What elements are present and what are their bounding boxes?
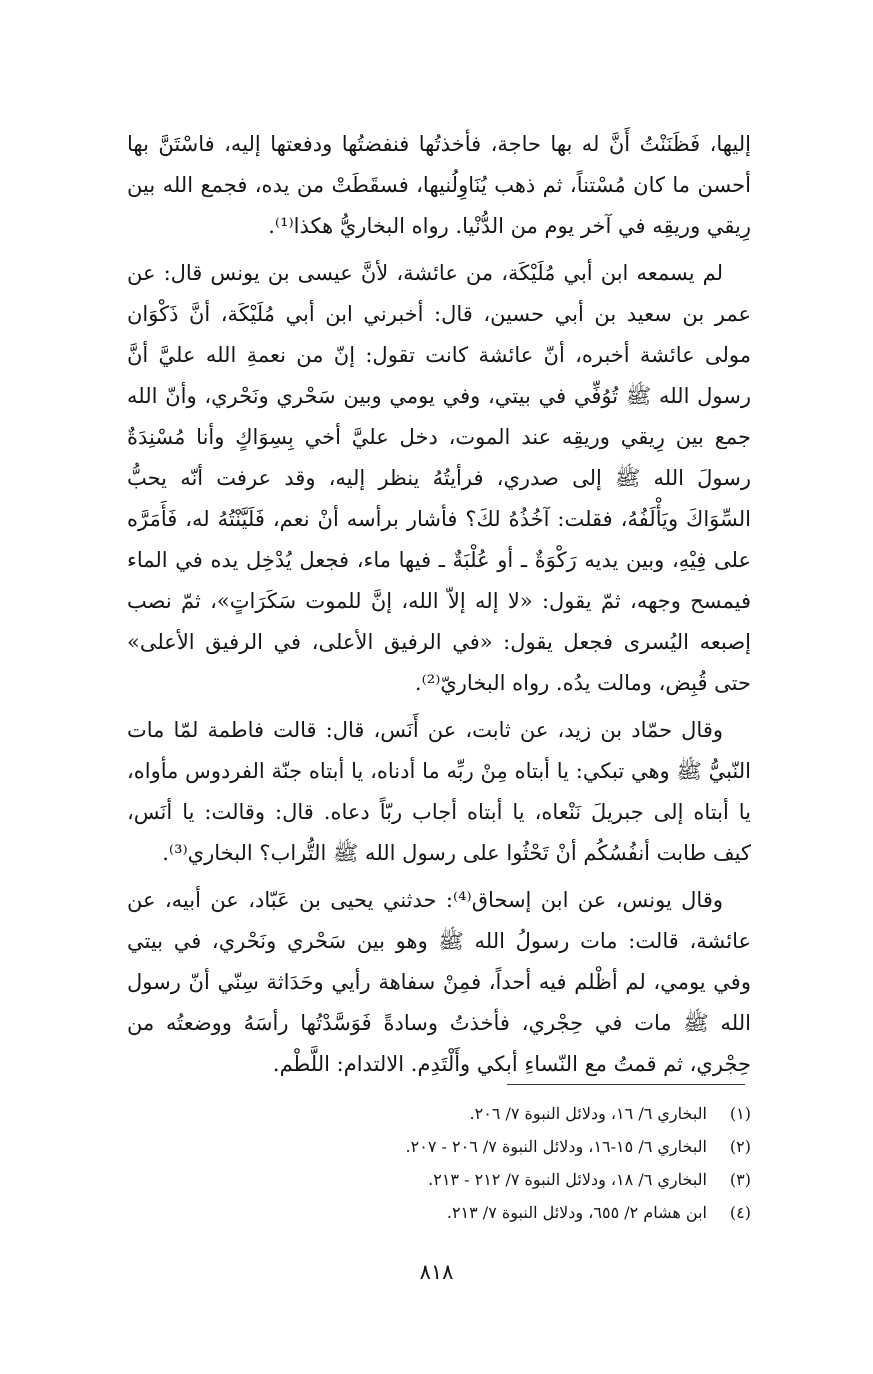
footnote-number: (١) bbox=[729, 1104, 751, 1123]
paragraph: وقال حمّاد بن زيد، عن ثابت، عن أَنَس، قال: قالت فاطمة لمّا مات النّبيُّ ﷺ وهي تبكي: يا أبتاه مِنْ ربِّه ما أدناه، يا أبتاه جنّة الفردوس مأواه، يا أبتاه إلى جبريلَ نَنْعاه، يا أبتاه أجاب ربّاً دعاه. قال: وقالت: يا أنَس، كيف طابت أنفُسُكُم أنْ تَحْثُوا على رسول الله ﷺ التُّراب؟ البخاري⁽³⁾. bbox=[127, 718, 751, 865]
paragraph: إليها، فَظَنَنْتُ أَنَّ له بها حاجة، فأخذتُها فنفضتُها ودفعتها إليه، فاسْتَنَّ بها أحسن ما كان مُسْتناً، ثم ذهب يُنَاوِلُنيها، فسقَطَتْ من يده، فجمع الله بين رِيقي وريقِه في آخر يوم من الدُّنْيا. رواه البخاريُّ هكذا⁽¹⁾. bbox=[127, 132, 751, 238]
footnote bbox=[127, 1163, 751, 1196]
footnote-text: البخاري ٦/ ١٦، ودلائل النبوة ٧/ ٢٠٦. bbox=[469, 1104, 707, 1123]
footnote-number: (٣) bbox=[729, 1170, 751, 1189]
paragraph: وقال يونس، عن ابن إسحاق⁽⁴⁾: حدثني يحيى بن عَبّاد، عن أبيه، عن عائشة، قالت: مات رسولُ الله ﷺ وهو بين سَحْري ونَحْري، في بيتي وفي يومي، لم أظْلم فيه أحداً، فمِنْ سفاهة رأيي وحَدَاثة سِنّي أنّ رسول الله ﷺ مات في حِجْري، فأخذتُ وسادةً فَوَسَّدْتُها رأسَهُ ووضعتُه من حِجْري، ثم قمتُ مع النّساءِ أبكي وأَلْتَدِم. الالتدام: اللَّطْم. bbox=[127, 888, 751, 1076]
main-text bbox=[127, 124, 751, 1091]
footnote-text: البخاري ٦/ ١٥-١٦، ودلائل النبوة ٧/ ٢٠٦ - ٢٠٧. bbox=[405, 1137, 707, 1156]
footnote-text: ابن هشام ٢/ ٦٥٥، ودلائل النبوة ٧/ ٢١٣. bbox=[446, 1203, 707, 1222]
footnotes bbox=[127, 1097, 751, 1229]
footnote bbox=[127, 1196, 751, 1229]
page-number: ٨١٨ bbox=[419, 1260, 454, 1284]
footnote-divider bbox=[507, 1084, 745, 1085]
footnote bbox=[127, 1130, 751, 1163]
footnote-number: (٤) bbox=[729, 1203, 751, 1222]
footnote bbox=[127, 1097, 751, 1130]
footnote-text: البخاري ٦/ ١٨، ودلائل النبوة ٧/ ٢١٢ - ٢١٣. bbox=[428, 1170, 707, 1189]
footnote-number: (٢) bbox=[729, 1137, 751, 1156]
paragraph: لم يسمعه ابن أبي مُلَيْكَة، من عائشة، لأنَّ عيسى بن يونس قال: عن عمر بن سعيد بن أبي حسين، قال: أخبرني ابن أبي مُلَيْكَة، أنَّ ذَكْوَان مولى عائشة أخبره، أنّ عائشة كانت تقول: إنّ من نعمةِ الله عليَّ أنَّ رسول الله ﷺ تُوُفِّي في بيتي، وفي يومي وبين سَحْري ونَحْري، وأنّ الله جمع بين رِيقي وريقِه عند الموت، دخل عليَّ أخي بِسِوَاكٍ وأنا مُسْنِدَةٌ رسولَ الله ﷺ إلى صدري، فرأيتُهُ ينظر إليه، وقد عرفت أنّه يحبُّ السِّوَاكَ ويَأْلَفُهُ، فقلت: آخُذُهُ لكَ؟ فأشار برأسه أنْ نعم، فَلَيَّنْتُهُ له، فَأَمَرَّه على فِيْهِ، وبين يديه رَكْوَةٌ ـ أو عُلْبَةٌ ـ فيها ماء، فجعل يُدْخِل يده في الماء فيمسح وجهه، ثمّ يقول: «لا إله إلاّ الله، إنَّ للموت سَكَرَاتٍ»، ثمّ نصب إصبعه اليُسرى فجعل يقول: «في الرفيق الأعلى، في الرفيق الأعلى» حتى قُبِض، ومالت يدُه. رواه البخاريّ⁽²⁾. bbox=[127, 261, 751, 695]
